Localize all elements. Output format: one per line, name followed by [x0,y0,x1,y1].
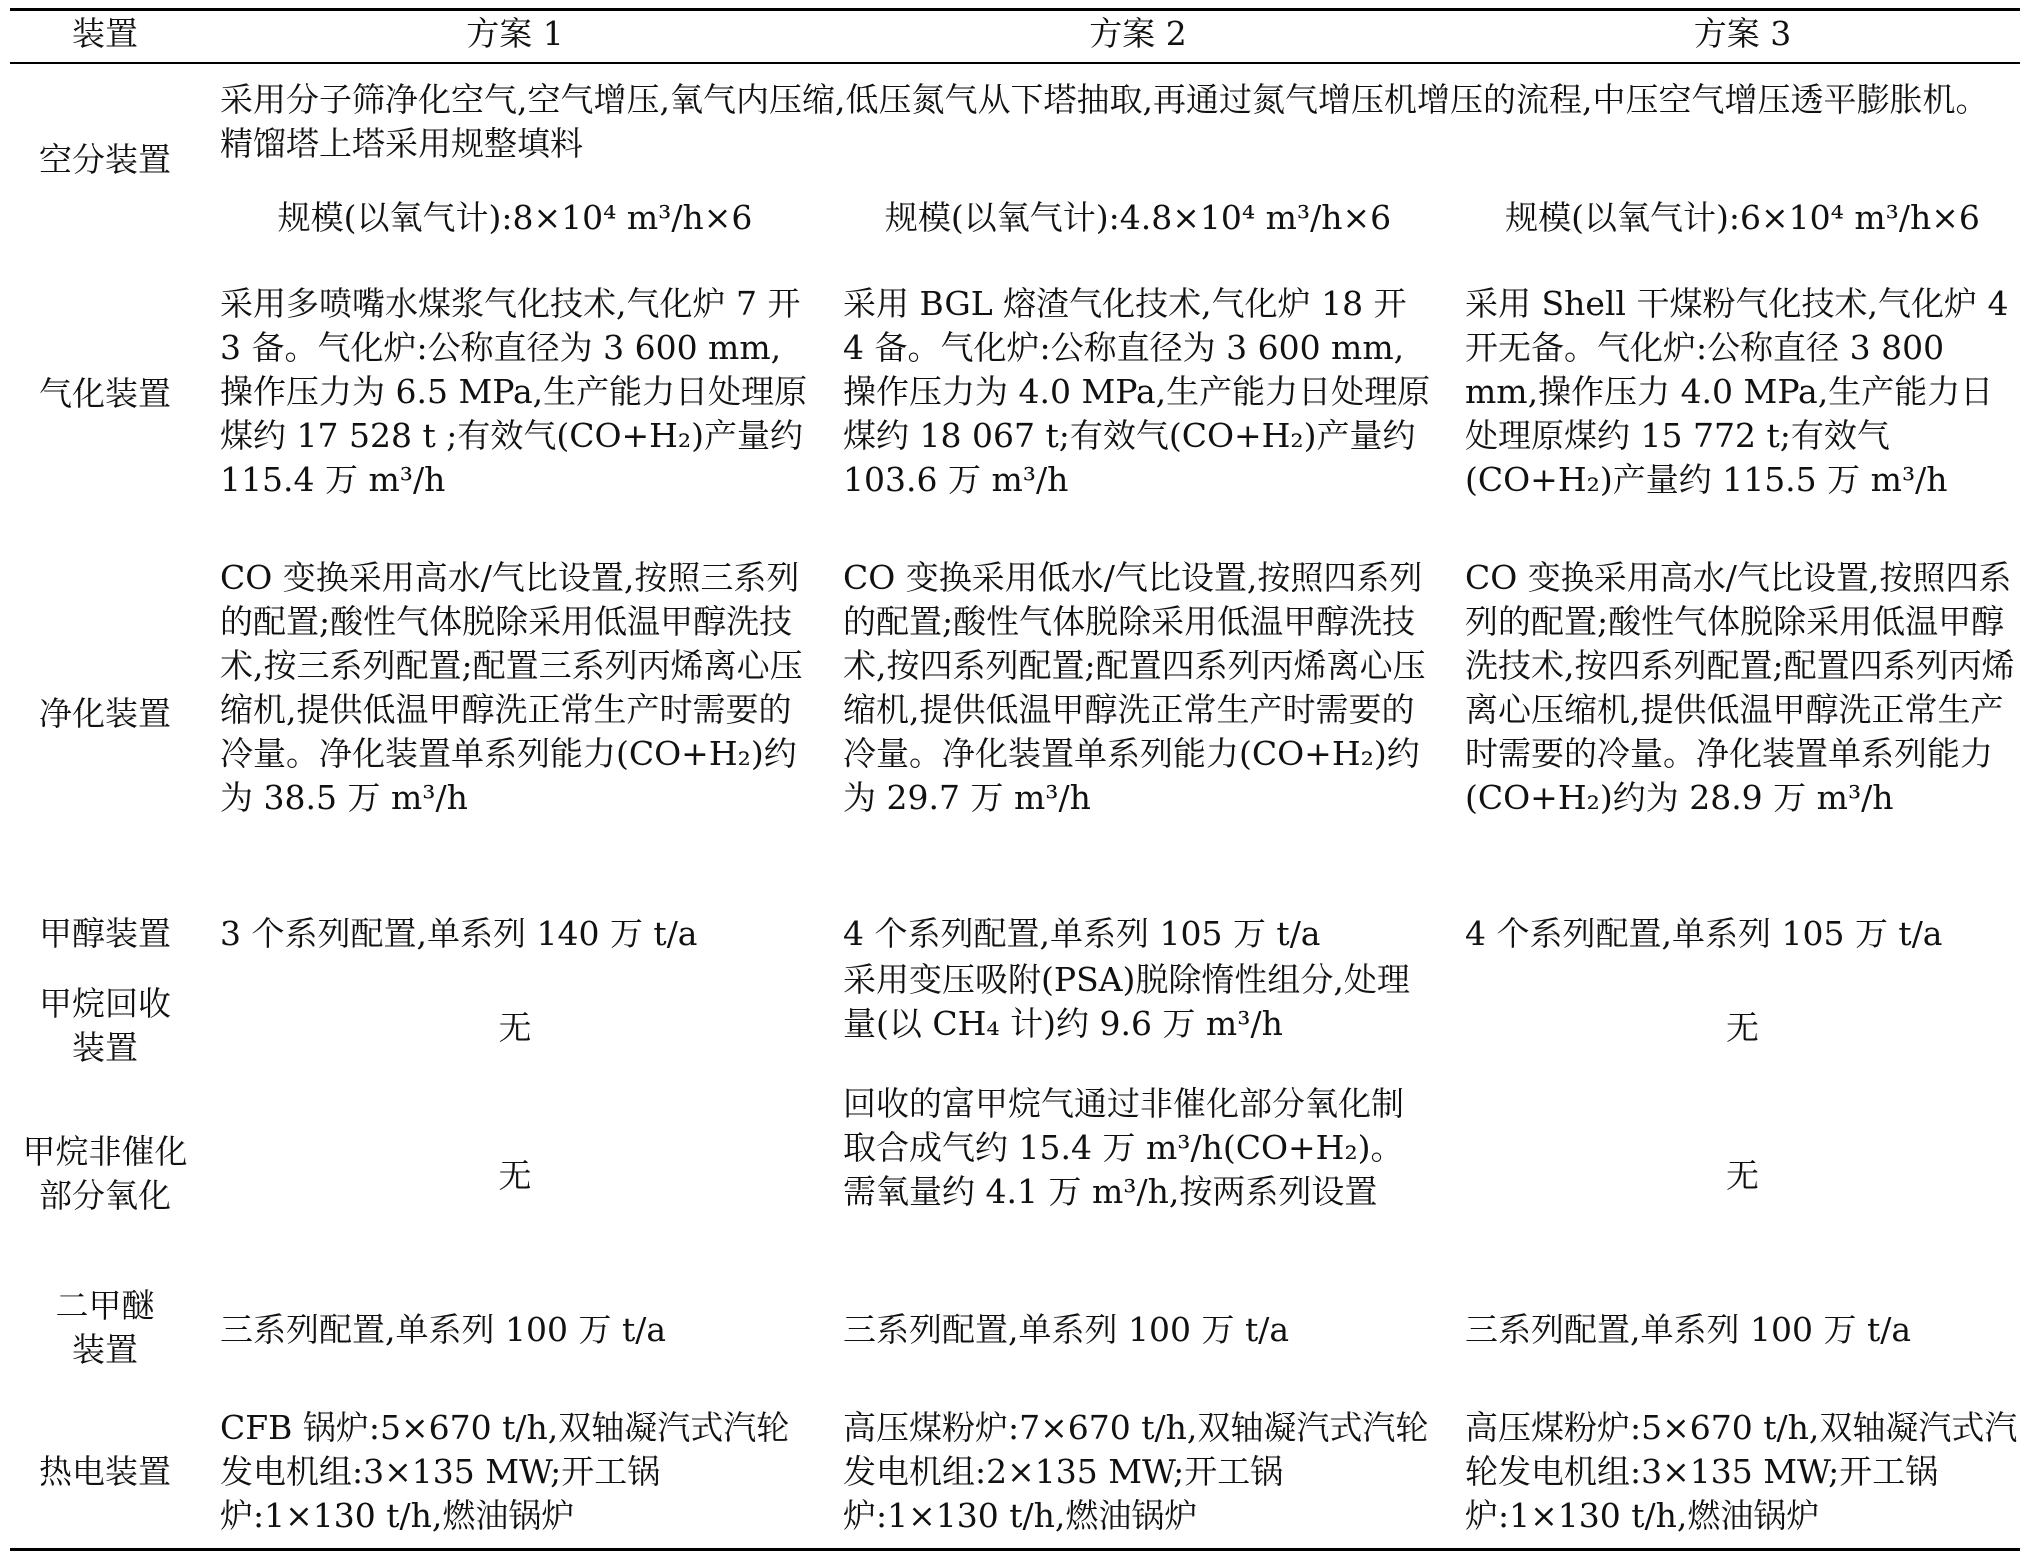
header-scheme-2: 方案 2 [1089,14,1187,53]
gasification-scheme-3: 采用 Shell 干煤粉气化技术,气化炉 4 开无备。气化炉:公称直径 3 800 mm,操作压力 4.0 MPa,生产能力日处理原煤约 15 772 t;有效气(CO+H₂)产量约 115.5 万 m³/h [1465,284,2009,499]
air-separation-scale-2 [843,196,1433,240]
table-top-rule [10,8,2020,11]
scale-prefix: 规模(以氧气计): [1505,198,1740,237]
dme-scheme-3: 三系列配置,单系列 100 万 t/a [1465,1310,1911,1349]
label-line-1: 甲烷非催化 [22,1132,188,1171]
label-line-2: 装置 [72,1028,138,1067]
scale-prefix: 规模(以氧气计): [884,198,1120,237]
methane-recovery-scheme-2: 采用变压吸附(PSA)脱除惰性组分,处理量(以 CH₄ 计)约 9.6 万 m³/h [843,960,1410,1043]
methanol-scheme-2: 4 个系列配置,单系列 105 万 t/a [843,914,1321,953]
scale-prefix: 规模(以氧气计): [277,198,513,237]
row-label-gasification: 气化装置 [39,374,171,413]
row-label-air-separation: 空分装置 [39,140,171,179]
scale-value: 8×10⁴ [512,198,617,237]
methanol-scheme-3: 4 个系列配置,单系列 105 万 t/a [1465,914,1943,953]
row-label-dme [10,1284,200,1372]
row-label-thermal-power: 热电装置 [39,1452,171,1491]
gasification-scheme-1: 采用多喷嘴水煤浆气化技术,气化炉 7 开 3 备。气化炉:公称直径为 3 600 mm,操作压力为 6.5 MPa,生产能力日处理原煤约 17 528 t ;有效气(CO+H₂)产量约 115.4 万 m³/h [220,284,808,499]
row-label-methane-recovery [10,982,200,1070]
header-device: 装置 [72,14,138,53]
partial-oxidation-scheme-3: 无 [1726,1156,1759,1195]
label-line-2: 部分氧化 [39,1176,171,1215]
air-separation-shared: 采用分子筛净化空气,空气增压,氧气内压缩,低压氮气从下塔抽取,再通过氮气增压机增压的流程,中压空气增压透平膨胀机。精馏塔上塔采用规整填料 [220,80,1989,163]
header-scheme-1: 方案 1 [466,14,564,53]
thermal-power-scheme-1: CFB 锅炉:5×670 t/h,双轴凝汽式汽轮发电机组:3×135 MW;开工锅炉:1×130 t/h,燃油锅炉 [220,1408,790,1535]
partial-oxidation-scheme-2: 回收的富甲烷气通过非催化部分氧化制取合成气约 15.4 万 m³/h(CO+H₂)。需氧量约 4.1 万 m³/h,按两系列设置 [843,1084,1404,1211]
air-separation-scale-3 [1465,196,2020,240]
methane-recovery-scheme-1: 无 [498,1008,532,1047]
partial-oxidation-scheme-1: 无 [498,1156,532,1195]
thermal-power-scheme-2: 高压煤粉炉:7×670 t/h,双轴凝汽式汽轮发电机组:2×135 MW;开工锅炉:1×130 t/h,燃油锅炉 [843,1408,1429,1535]
thermal-power-scheme-3: 高压煤粉炉:5×670 t/h,双轴凝汽式汽轮发电机组:3×135 MW;开工锅炉:1×130 t/h,燃油锅炉 [1465,1408,2018,1535]
row-label-methanol: 甲醇装置 [39,914,171,953]
purification-scheme-3: CO 变换采用高水/气比设置,按照四系列的配置;酸性气体脱除采用低温甲醇洗技术,按四系列配置;配置四系列丙烯离心压缩机,提供低温甲醇洗正常生产时需要的冷量。净化装置单系列能力(CO+H₂)约为 28.9 万 m³/h [1465,558,2015,817]
scale-unit: m³/h×6 [626,198,753,237]
scale-unit: m³/h×6 [1265,198,1392,237]
scale-unit: m³/h×6 [1854,198,1980,237]
purification-scheme-1: CO 变换采用高水/气比设置,按照三系列的配置;酸性气体脱除采用低温甲醇洗技术,按三系列配置;配置三系列丙烯离心压缩机,提供低温甲醇洗正常生产时需要的冷量。净化装置单系列能力(CO+H₂)约为 38.5 万 m³/h [220,558,803,817]
label-line-1: 二甲醚 [55,1286,155,1325]
methanol-scheme-1: 3 个系列配置,单系列 140 万 t/a [220,914,698,953]
table-header-rule [10,62,2020,64]
header-scheme-3: 方案 3 [1693,14,1792,53]
gasification-scheme-2: 采用 BGL 熔渣气化技术,气化炉 18 开 4 备。气化炉:公称直径为 3 600 mm,操作压力为 4.0 MPa,生产能力日处理原煤约 18 067 t;有效气(CO+H₂)产量约 103.6 万 m³/h [843,284,1431,499]
dme-scheme-1: 三系列配置,单系列 100 万 t/a [220,1310,666,1349]
dme-scheme-2: 三系列配置,单系列 100 万 t/a [843,1310,1289,1349]
label-line-1: 甲烷回收 [39,984,171,1023]
purification-scheme-2: CO 变换采用低水/气比设置,按照四系列的配置;酸性气体脱除采用低温甲醇洗技术,按四系列配置;配置四系列丙烯离心压缩机,提供低温甲醇洗正常生产时需要的冷量。净化装置单系列能力(CO+H₂)约为 29.7 万 m³/h [843,558,1426,817]
scale-value: 6×10⁴ [1739,198,1844,237]
methane-recovery-scheme-3: 无 [1726,1008,1759,1047]
air-separation-scale-1 [220,196,810,240]
label-line-2: 装置 [72,1330,138,1369]
table-bottom-rule [10,1548,2020,1551]
row-label-purification: 净化装置 [39,694,171,733]
scale-value: 4.8×10⁴ [1119,198,1256,237]
row-label-partial-oxidation [10,1130,200,1218]
